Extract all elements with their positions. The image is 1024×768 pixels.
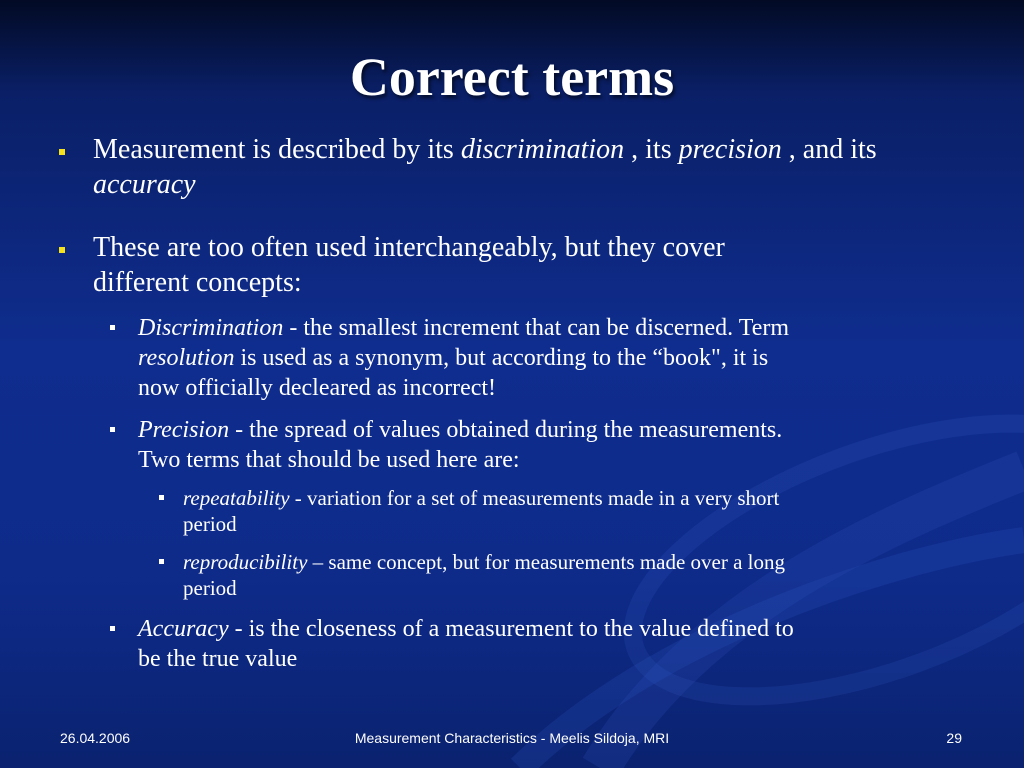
bullet-text: - the smallest increment that can be discerned. Term	[283, 315, 790, 341]
bullet-text: - is the closeness of a measurement to the value defined to	[228, 616, 794, 642]
bullet-item-2	[93, 230, 973, 300]
bullet-line	[138, 415, 988, 445]
term-resolution: resolution	[138, 345, 235, 371]
bullet-line	[93, 167, 973, 202]
footer-title: Measurement Characteristics - Meelis Sildoja, MRI	[354, 730, 670, 746]
bullet-line	[138, 614, 988, 644]
bullet-line: different concepts:	[93, 267, 302, 298]
sub-bullet-discrimination	[138, 313, 988, 403]
bullet-line	[138, 313, 988, 343]
bullet-text: – same concept, but for measurements made over a long	[307, 550, 786, 574]
bullet-line: period	[183, 512, 237, 536]
bullet-text: Measurement is described by its	[93, 134, 461, 165]
bullet-line	[138, 343, 988, 373]
bullet-line: now officially decleared as incorrect!	[138, 375, 497, 401]
sub-bullet-marker	[110, 325, 115, 330]
bullet-marker	[59, 149, 65, 155]
slide-number: 29	[946, 730, 962, 746]
sub-sub-bullet-marker	[159, 559, 164, 564]
term-precision: precision	[678, 134, 782, 165]
bullet-text: - the spread of values obtained during the measurements.	[229, 417, 783, 443]
term-reproducibility: reproducibility	[183, 550, 308, 574]
sub-sub-bullet-marker	[159, 495, 164, 500]
bullet-marker	[59, 247, 65, 253]
bullet-line: period	[183, 576, 237, 600]
bullet-item-1	[93, 132, 973, 202]
bullet-line: These are too often used interchangeably, but they cover	[93, 232, 725, 263]
term-discrimination: Discrimination	[138, 315, 284, 341]
sub-sub-bullet-repeatability	[183, 485, 983, 537]
sub-sub-bullet-reproducibility	[183, 549, 983, 601]
bullet-line: Two terms that should be used here are:	[138, 447, 520, 473]
sub-bullet-marker	[110, 427, 115, 432]
bullet-text: , its	[624, 134, 679, 165]
footer-date: 26.04.2006	[60, 730, 131, 746]
bullet-text: - variation for a set of measurements made in a very short	[289, 486, 780, 510]
bullet-line	[93, 132, 973, 167]
bullet-text: is used as a synonym, but according to the “book", it is	[234, 345, 769, 371]
term-accuracy: Accuracy	[138, 616, 229, 642]
bullet-line: be the true value	[138, 646, 298, 672]
term-repeatability: repeatability	[183, 486, 290, 510]
bullet-text: , and its	[781, 134, 877, 165]
sub-bullet-marker	[110, 626, 115, 631]
term-precision: Precision	[138, 417, 230, 443]
bullet-line	[183, 485, 983, 511]
slide-title: Correct terms	[349, 47, 675, 107]
sub-bullet-accuracy	[138, 614, 988, 674]
sub-bullet-precision	[138, 415, 988, 475]
bullet-line	[183, 549, 983, 575]
term-discrimination: discrimination	[460, 134, 625, 165]
term-accuracy: accuracy	[93, 169, 196, 200]
